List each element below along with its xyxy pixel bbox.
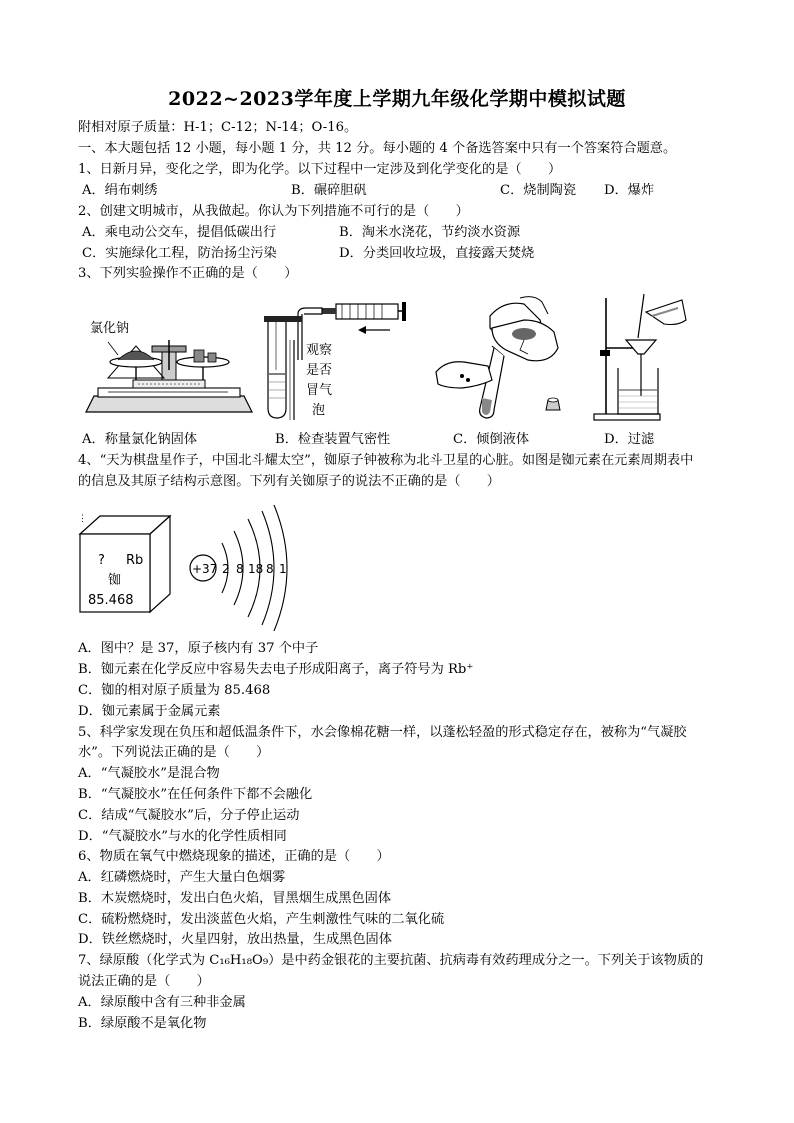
q2-option-b: B．淘米水浇花，节约淡水资源 (339, 225, 521, 240)
q2-option-a: A．乘电动公交车，提倡低碳出行 (82, 225, 277, 240)
cell-atomic-mass: 85.468 (88, 593, 134, 608)
filtration-figure (592, 290, 692, 425)
atomic-mass-note: 附相对原子质量：H-1；C-12；N-14；O-16。 (78, 120, 358, 135)
atom-structure-figure (186, 503, 292, 631)
fig-b-label-1: 观察 (306, 343, 333, 358)
airtightness-figure (262, 300, 412, 425)
nucleus-charge: +37 (192, 562, 218, 576)
shell-4-count: 8 (266, 562, 274, 576)
q6-option-a: A．红磷燃烧时，产生大量白色烟雾 (78, 870, 286, 885)
q4-stem-line2: 的信息及其原子结构示意图。下列有关铷原子的说法不正确的是（ ） (78, 474, 500, 489)
q6-stem: 6、物质在氧气中燃烧现象的描述，正确的是（ ） (78, 849, 390, 864)
q1-option-a: A．绢布刺绣 (82, 183, 158, 198)
page-title: 2022~2023学年度上学期九年级化学期中模拟试题 (168, 88, 626, 110)
q5-option-a: A．“气凝胶水”是混合物 (78, 766, 220, 781)
cell-marker: ⋮ (78, 514, 87, 524)
fig-b-label-3: 冒气 (306, 383, 333, 398)
q6-option-b: B．木炭燃烧时，发出白色火焰，冒黑烟生成黑色固体 (78, 891, 392, 906)
q3-stem: 3、下列实验操作不正确的是（ ） (78, 266, 298, 281)
q6-option-c: C．硫粉燃烧时，发出淡蓝色火焰，产生刺激性气味的二氧化硫 (78, 912, 445, 927)
shell-1-count: 2 (222, 562, 230, 576)
q5-option-d: D．“气凝胶水”与水的化学性质相同 (78, 829, 287, 844)
fig-b-label-4: 泡 (312, 403, 326, 418)
cell-element-name: 铷 (108, 573, 122, 588)
shell-2-count: 8 (236, 562, 244, 576)
fig-b-label-2: 是否 (306, 363, 333, 378)
balance-figure (78, 300, 260, 425)
q1-option-b: B．碾碎胆矾 (291, 183, 367, 198)
q5-stem-line2: 水”。下列说法正确的是（ ） (78, 745, 270, 760)
q2-stem: 2、创建文明城市，从我做起。你认为下列措施不可行的是（ ） (78, 204, 469, 219)
pouring-figure (432, 290, 582, 425)
q1-option-c: C．烧制陶瓷 (500, 183, 577, 198)
q4-option-d: D．铷元素属于金属元素 (78, 704, 221, 719)
q7-stem-line1: 7、绿原酸（化学式为 C₁₆H₁₈O₉）是中药金银花的主要抗菌、抗病毒有效药理成分之一。下列关于该物质的 (78, 953, 704, 968)
q3-option-a: A．称量氯化钠固体 (82, 432, 198, 447)
section-instructions: 一、本大题包括 12 小题，每小题 1 分，共 12 分。每小题的 4 个备选答案中只有一个答案符合题意。 (78, 141, 677, 156)
q4-option-a: A．图中？是 37，原子核内有 37 个中子 (78, 641, 319, 656)
q5-option-c: C．结成“气凝胶水”后，分子停止运动 (78, 808, 300, 823)
shell-5-count: 1 (279, 562, 287, 576)
q4-option-c: C．铷的相对原子质量为 85.468 (78, 683, 271, 698)
q7-option-a: A．绿原酸中含有三种非金属 (78, 995, 246, 1010)
rubidium-cell-figure (76, 510, 176, 615)
q7-option-b: B．绿原酸不是氧化物 (78, 1016, 207, 1031)
q2-option-c: C．实施绿化工程，防治扬尘污染 (82, 246, 277, 261)
fig-a-label: 氯化钠 (90, 321, 130, 336)
q3-option-d: D．过滤 (604, 432, 655, 447)
q5-option-b: B．“气凝胶水”在任何条件下都不会融化 (78, 787, 313, 802)
q3-option-b: B．检查装置气密性 (275, 432, 391, 447)
q7-stem-line2: 说法正确的是（ ） (78, 974, 210, 989)
q1-option-d: D．爆炸 (604, 183, 655, 198)
q6-option-d: D．铁丝燃烧时，火星四射，放出热量，生成黑色固体 (78, 932, 392, 947)
q1-stem: 1、日新月异，变化之学，即为化学。以下过程中一定涉及到化学变化的是（ ） (78, 162, 562, 177)
q4-option-b: B．铷元素在化学反应中容易失去电子形成阳离子，离子符号为 Rb⁺ (78, 662, 474, 677)
cell-symbol: Rb (126, 553, 144, 568)
q4-stem-line1: 4、“天为棋盘星作子，中国北斗耀太空”，铷原子钟被称为北斗卫星的心脏。如图是铷元素在元素周期表中 (78, 453, 694, 468)
cell-atomic-number: ? (98, 553, 105, 568)
q5-stem-line1: 5、科学家发现在负压和超低温条件下，水会像棉花糖一样，以蓬松轻盈的形式稳定存在，被称为“气凝胶 (78, 725, 687, 740)
shell-3-count: 18 (248, 562, 264, 576)
q2-option-d: D．分类回收垃圾，直接露天焚烧 (339, 246, 535, 261)
q3-option-c: C．倾倒液体 (453, 432, 530, 447)
